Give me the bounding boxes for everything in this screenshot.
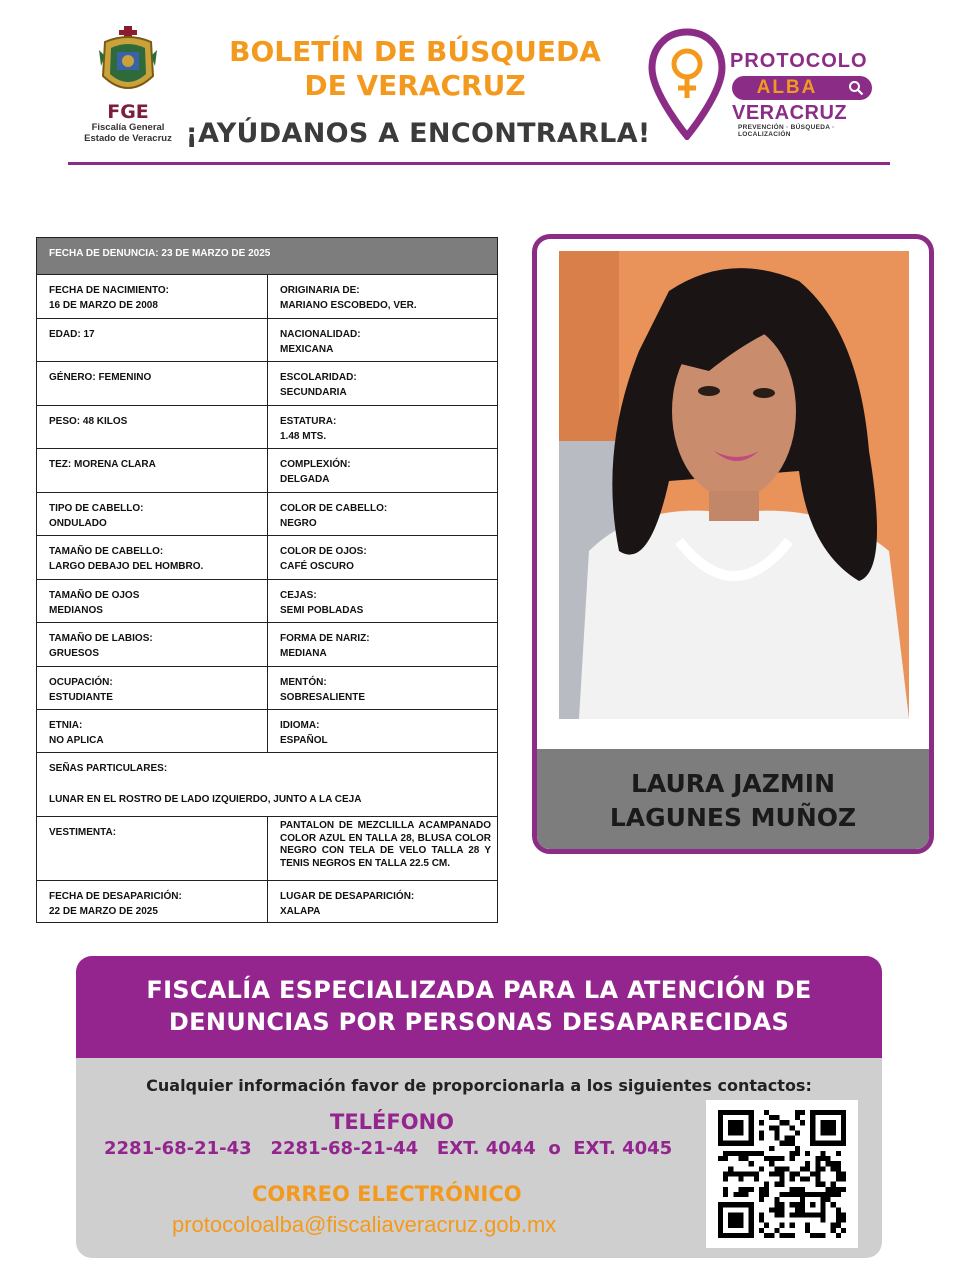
contact-intro: Cualquier información favor de proporcionarla a los siguientes contactos: [146,1076,812,1095]
email-label: CORREO ELECTRÓNICO [252,1182,522,1206]
table-cell [267,710,497,752]
table-cell [37,623,267,666]
disappearance-place-cell [267,881,497,922]
field-value: NO APLICA [49,735,104,746]
table-cell [267,406,497,448]
field-label: FECHA DE NACIMIENTO: [49,285,169,296]
table-row [37,361,497,405]
alba-protocolo-text: PROTOCOLO [730,50,868,72]
alba-tagline: PREVENCIÓN · BÚSQUEDA · LOCALIZACIÓN [738,124,835,138]
field-value: SECUNDARIA [280,387,347,398]
table-row [37,274,497,318]
field-value: MEDIANA [280,648,327,659]
veracruz-coat-of-arms-icon [97,26,159,100]
field-value: CAFÉ OSCURO [280,561,354,572]
table-cell [267,275,497,318]
field-value: GRUESOS [49,648,100,659]
table-cell [37,449,267,492]
description-table [36,237,498,923]
field-label: CEJAS: [280,590,317,601]
field-label: TAMAÑO DE OJOS [49,590,140,601]
field-label: EDAD: 17 [49,329,95,340]
table-cell [267,623,497,666]
field-value: SEMI POBLADAS [280,605,364,616]
field-label: TIPO DE CABELLO: [49,503,144,514]
field-label: ETNIA: [49,720,83,731]
qr-code[interactable] [706,1100,858,1248]
table-row [37,880,497,922]
bulletin-title-line-1: BOLETÍN DE BÚSQUEDA [229,35,601,68]
field-label: COLOR DE CABELLO: [280,503,388,514]
table-cell [267,362,497,405]
field-value: DELGADA [280,474,330,485]
search-icon [848,80,864,96]
field-label: COMPLEXIÓN: [280,459,351,470]
field-label: ESCOLARIDAD: [280,372,357,383]
field-value: 1.48 MTS. [280,431,327,442]
table-cell [37,275,267,318]
portrait-illustration [559,251,909,719]
table-cell [267,536,497,579]
field-label: TEZ: MORENA CLARA [49,459,156,470]
bulletin-title-line-2: DE VERACRUZ [304,69,526,102]
table-rows [37,274,497,752]
table-row [37,666,497,709]
clothing-value: PANTALON DE MEZCLILLA ACAMPANADO COLOR AZUL EN TALLA 28, BLUSA COLOR NEGRO CON TELA DE VELO TALLA 28 Y TENIS NEGROS EN TALLA 22.5 CM. [267,817,497,880]
table-cell [37,710,267,752]
fiscalia-banner [76,956,882,1058]
table-cell [267,319,497,361]
table-cell [267,667,497,709]
field-label: MENTÓN: [280,677,327,688]
table-row [37,535,497,579]
contact-box [76,1058,882,1258]
table-row [37,622,497,666]
field-label: COLOR DE OJOS: [280,546,367,557]
table-cell [267,449,497,492]
disappearance-place-value: XALAPA [280,906,321,917]
fge-name-line-1: Fiscalía General [91,122,165,133]
table-cell [267,493,497,535]
field-label: TAMAÑO DE CABELLO: [49,546,164,557]
location-pin-female-icon [648,28,726,140]
table-cell [37,667,267,709]
name-box [537,749,929,849]
table-cell [37,406,267,448]
fge-abbreviation: FGE [107,101,149,123]
table-row [37,709,497,752]
table-row [37,318,497,361]
missing-person-photo [559,251,909,719]
field-label: OCUPACIÓN: [49,677,113,688]
table-cell [37,536,267,579]
field-label: PESO: 48 KILOS [49,416,128,427]
fiscalia-banner-line-1: FISCALÍA ESPECIALIZADA PARA LA ATENCIÓN DE [146,976,812,1004]
table-row [37,579,497,622]
header-divider [68,162,890,165]
field-label: TAMAÑO DE LABIOS: [49,633,153,644]
table-cell [37,362,267,405]
email-link[interactable]: protocoloalba@fiscaliaveracruz.gob.mx [172,1212,557,1237]
disappearance-date-cell [37,881,267,922]
table-row [37,492,497,535]
distinguishing-marks-label: SEÑAS PARTICULARES: [49,763,168,774]
field-value: LARGO DEBAJO DEL HOMBRO. [49,561,204,572]
header [0,0,958,170]
qr-code-icon [716,1110,848,1238]
table-row [37,405,497,448]
table-row [37,752,497,816]
field-label: IDIOMA: [280,720,320,731]
field-value: 16 DE MARZO DE 2008 [49,300,158,311]
field-value: ESTUDIANTE [49,692,113,703]
field-label: GÉNERO: FEMENINO [49,372,152,383]
report-date: FECHA DE DENUNCIA: 23 DE MARZO DE 2025 [37,238,497,274]
clothing-label: VESTIMENTA: [49,827,117,838]
disappearance-date-label: FECHA DE DESAPARICIÓN: [49,891,182,902]
fiscalia-banner-line-2: DENUNCIAS POR PERSONAS DESAPARECIDAS [168,1008,790,1036]
field-label: FORMA DE NARIZ: [280,633,370,644]
fge-name-line-2: Estado de Veracruz [84,133,172,144]
person-first-names: LAURA JAZMIN [631,769,835,798]
field-label: NACIONALIDAD: [280,329,361,340]
field-value: MEDIANOS [49,605,103,616]
field-value: NEGRO [280,518,317,529]
missing-person-card [532,234,934,854]
protocolo-alba-logo [648,28,878,140]
field-label: ESTATURA: [280,416,337,427]
field-label: ORIGINARIA DE: [280,285,360,296]
disappearance-place-label: LUGAR DE DESAPARICIÓN: [280,891,415,902]
field-value: MEXICANA [280,344,334,355]
distinguishing-marks-cell [37,753,497,816]
table-row [37,448,497,492]
table-cell [37,493,267,535]
alba-word: ALBA [756,77,818,98]
phone-numbers[interactable]: 2281-68-21-43 2281-68-21-44 EXT. 4044 o EXT. 4045 [104,1138,673,1159]
field-value: ESPAÑOL [280,735,328,746]
alba-pill [732,76,872,100]
table-cell [37,319,267,361]
distinguishing-marks-value: LUNAR EN EL ROSTRO DE LADO IZQUIERDO, JUNTO A LA CEJA [49,794,362,805]
phone-label: TELÉFONO [330,1110,455,1134]
table-cell [37,580,267,622]
field-value: ONDULADO [49,518,107,529]
fge-logo [78,26,178,152]
alba-veracruz-text: VERACRUZ [732,102,848,124]
person-last-names: LAGUNES MUÑOZ [609,803,857,832]
help-us-find-her-heading: ¡AYÚDANOS A ENCONTRARLA! [185,118,651,149]
table-cell [267,580,497,622]
disappearance-date-value: 22 DE MARZO DE 2025 [49,906,158,917]
table-row [37,816,497,880]
field-value: SOBRESALIENTE [280,692,366,703]
field-value: MARIANO ESCOBEDO, VER. [280,300,417,311]
clothing-label-cell [37,817,267,880]
